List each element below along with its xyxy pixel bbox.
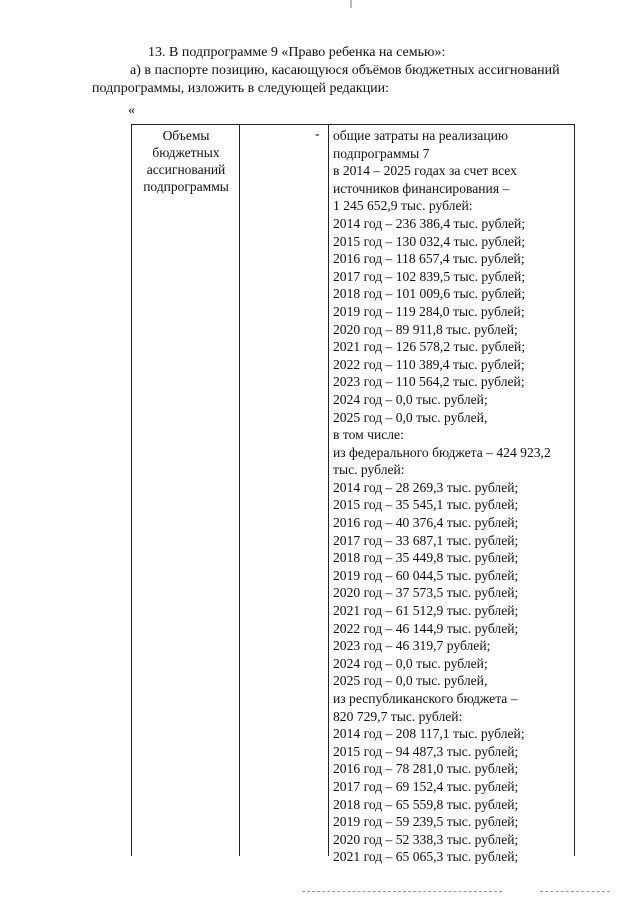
- funding-line: 2022 год – 110 389,4 тыс. рублей;: [333, 356, 525, 372]
- table-divider-1: [239, 125, 240, 856]
- funding-line: 2014 год – 208 117,1 тыс. рублей;: [333, 726, 525, 742]
- item-a-line-1: а) в паспорте позицию, касающуюся объёмов бюджетных ассигнований: [130, 63, 560, 78]
- funding-line: в 2014 – 2025 годах за счет всех: [333, 163, 517, 179]
- funding-line: 2017 год – 33 687,1 тыс. рублей;: [333, 532, 519, 548]
- funding-line: подпрограммы 7: [333, 145, 430, 161]
- funding-line: 2019 год – 119 284,0 тыс. рублей;: [333, 303, 525, 319]
- scan-mark: [350, 0, 352, 8]
- funding-line: 2017 год – 69 152,4 тыс. рублей;: [333, 778, 519, 794]
- middle-cell-dash: -: [315, 127, 320, 142]
- footer-divider: [302, 891, 502, 893]
- funding-line: из федерального бюджета – 424 923,2: [333, 444, 551, 460]
- table-divider-2: [328, 125, 329, 856]
- funding-line: 2023 год – 46 319,7 рублей;: [333, 638, 491, 654]
- funding-line: общие затраты на реализацию: [333, 128, 509, 143]
- funding-line: 2022 год – 46 144,9 тыс. рублей;: [333, 620, 519, 636]
- item-13-heading: 13. В подпрограмме 9 «Право ребенка на семью»:: [148, 45, 446, 60]
- funding-line: 2014 год – 28 269,3 тыс. рублей;: [333, 479, 519, 495]
- funding-line: 2020 год – 52 338,3 тыс. рублей;: [333, 831, 519, 847]
- funding-line: 2024 год – 0,0 тыс. рублей;: [333, 655, 488, 671]
- funding-line: 2019 год – 59 239,5 тыс. рублей;: [333, 814, 519, 830]
- item-a-line-2: подпрограммы, изложить в следующей редакции:: [92, 81, 390, 96]
- funding-line: тыс. рублей:: [333, 462, 405, 478]
- budget-table: [131, 124, 575, 865]
- funding-line: 2018 год – 35 449,8 тыс. рублей;: [333, 550, 519, 566]
- opening-quote: «: [128, 103, 135, 118]
- right-cell: [333, 127, 573, 866]
- funding-line: источников финансирования –: [333, 180, 510, 196]
- funding-line: из республиканского бюджета –: [333, 691, 518, 706]
- left-cell-line: бюджетных: [152, 145, 220, 160]
- funding-line: 2019 год – 60 044,5 тыс. рублей;: [333, 567, 519, 583]
- left-cell-line: ассигнований: [146, 162, 226, 177]
- funding-line: 2018 год – 65 559,8 тыс. рублей;: [333, 796, 519, 812]
- funding-line: 2025 год – 0,0 тыс. рублей,: [333, 409, 488, 425]
- funding-line: 2021 год – 65 065,3 тыс. рублей;: [333, 849, 519, 865]
- funding-line: 2016 год – 118 657,4 тыс. рублей;: [333, 251, 525, 267]
- funding-line: 2016 год – 40 376,4 тыс. рублей;: [333, 515, 519, 531]
- funding-line: 2024 год – 0,0 тыс. рублей;: [333, 391, 488, 407]
- funding-line: 1 245 652,9 тыс. рублей:: [333, 198, 473, 214]
- funding-line: 2015 год – 130 032,4 тыс. рублей;: [333, 233, 526, 249]
- funding-line: 2021 год – 61 512,9 тыс. рублей;: [333, 603, 519, 619]
- funding-line: 2025 год – 0,0 тыс. рублей,: [333, 673, 488, 689]
- funding-line: 2023 год – 110 564,2 тыс. рублей;: [333, 374, 525, 390]
- left-cell-line: Объемы: [162, 128, 210, 143]
- funding-line: 2015 год – 35 545,1 тыс. рублей;: [333, 497, 519, 513]
- funding-line: 2016 год – 78 281,0 тыс. рублей;: [333, 761, 519, 777]
- left-cell-line: подпрограммы: [143, 179, 229, 194]
- funding-line: 2014 год – 236 386,4 тыс. рублей;: [333, 215, 526, 231]
- funding-line: 2021 год – 126 578,2 тыс. рублей;: [333, 339, 526, 355]
- funding-line: 2015 год – 94 487,3 тыс. рублей;: [333, 743, 519, 759]
- left-cell: [136, 127, 236, 195]
- funding-line: 2018 год – 101 009,6 тыс. рублей;: [333, 286, 526, 302]
- funding-line: в том числе:: [333, 427, 404, 443]
- footer-divider-right: [540, 891, 610, 893]
- funding-line: 2020 год – 37 573,5 тыс. рублей;: [333, 585, 519, 601]
- funding-line: 2017 год – 102 839,5 тыс. рублей;: [333, 268, 526, 284]
- funding-line: 820 729,7 тыс. рублей:: [333, 708, 463, 724]
- funding-line: 2020 год – 89 911,8 тыс. рублей;: [333, 321, 518, 337]
